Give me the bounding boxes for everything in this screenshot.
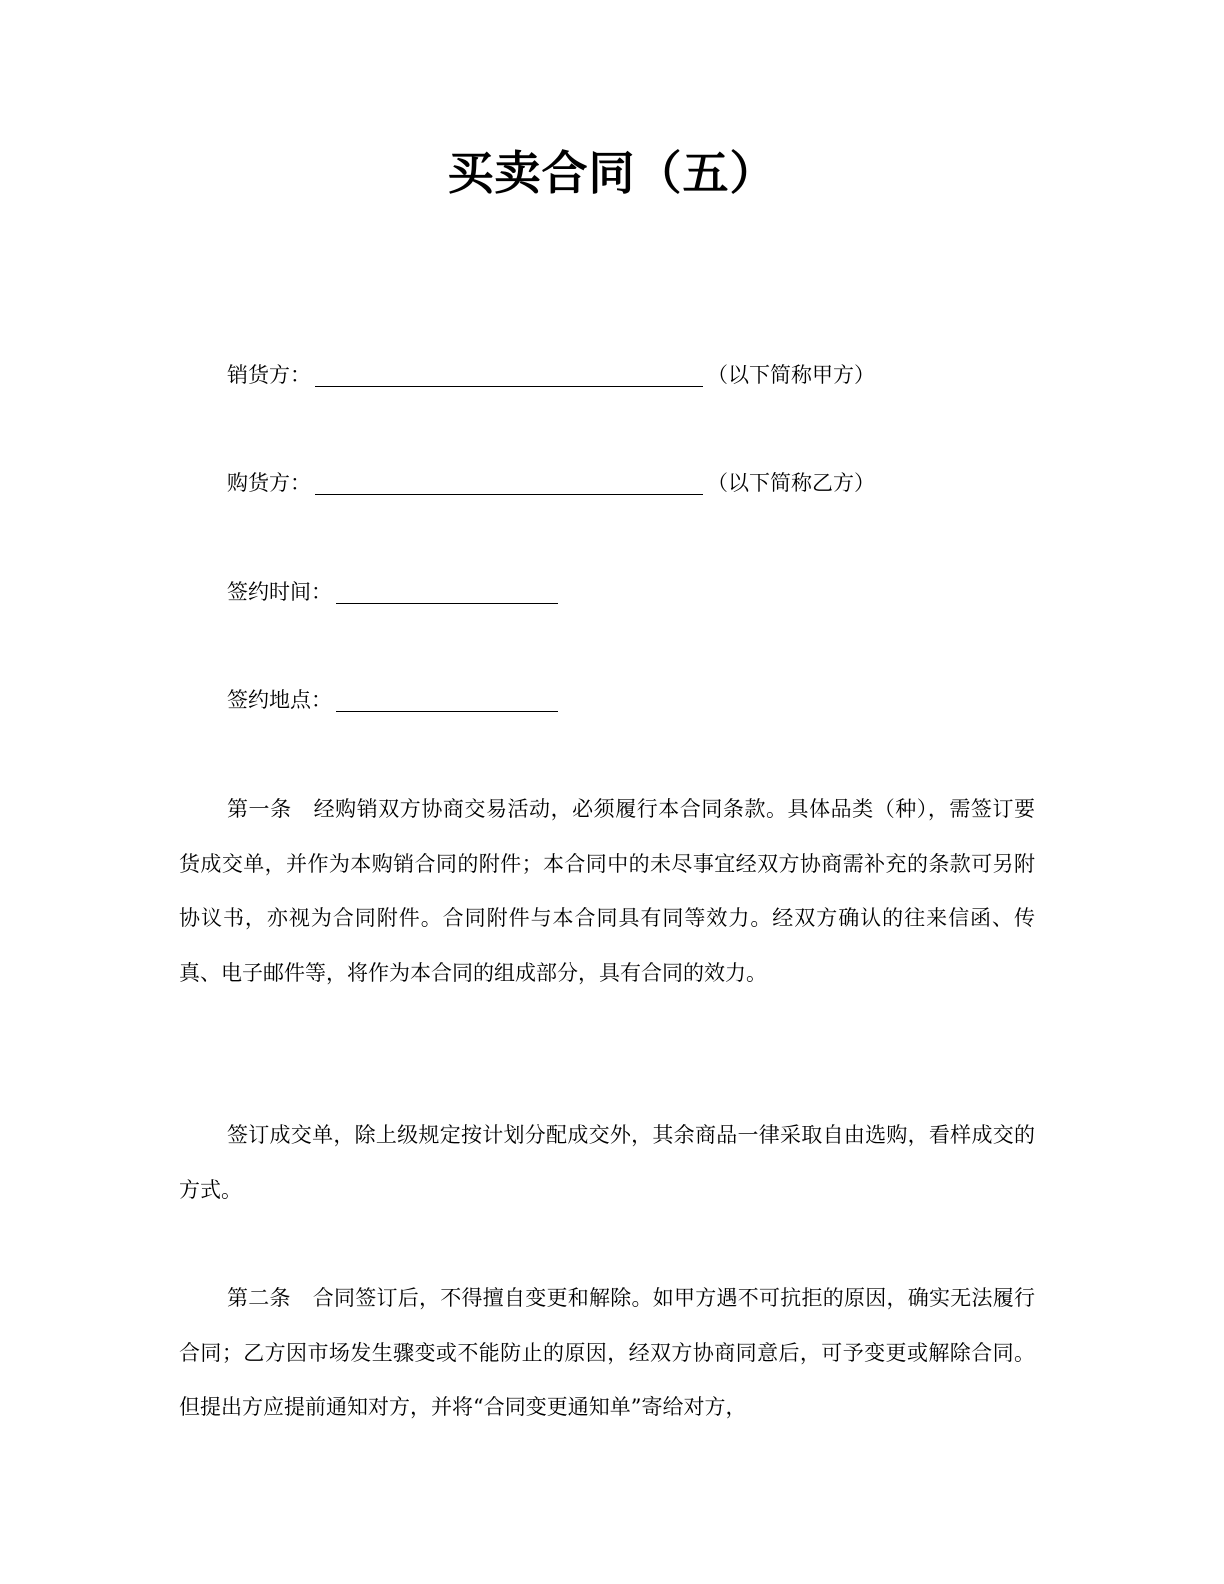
seller-blank-line <box>315 362 703 387</box>
article-2-paragraph <box>179 1271 1035 1435</box>
seller-field <box>227 360 875 390</box>
sign-place-blank-line <box>336 687 558 712</box>
seller-label: 销货方： <box>227 363 311 387</box>
article-1-text: 经购销双方协商交易活动，必须履行本合同条款。具体品类（种），需签订要货成交单，并作为本购销合同的附件；本合同中的未尽事宜经双方协商需补充的条款可另附协议书，亦视为合同附件。合同附件与本合同具有同等效力。经双方确认的往来信函、传真、电子邮件等，将作为本合同的组成部分，具有合同的效力。 <box>179 797 1035 985</box>
buyer-field <box>227 468 875 498</box>
selection-text: 签订成交单，除上级规定按计划分配成交外，其余商品一律采取自由选购，看样成交的方式。 <box>179 1123 1035 1202</box>
seller-note: （以下简称甲方） <box>707 363 875 387</box>
article-2-text: 合同签订后，不得擅自变更和解除。如甲方遇不可抗拒的原因，确实无法履行合同；乙方因市场发生骤变或不能防止的原因，经双方协商同意后，可予变更或解除合同。但提出方应提前通知对方，并将“合同变更通知单”寄给对方， <box>179 1286 1035 1419</box>
document-title: 买卖合同（五） <box>447 146 777 200</box>
sign-time-label: 签约时间： <box>227 580 332 604</box>
article-2-heading: 第二条 <box>227 1286 291 1310</box>
sign-time-field <box>227 577 562 607</box>
selection-paragraph <box>179 1108 1035 1217</box>
buyer-note: （以下简称乙方） <box>707 471 875 495</box>
buyer-blank-line <box>315 470 703 495</box>
sign-time-blank-line <box>336 579 558 604</box>
sign-place-label: 签约地点： <box>227 688 332 712</box>
article-1-heading: 第一条 <box>227 797 292 821</box>
article-1-paragraph <box>179 782 1035 1000</box>
buyer-label: 购货方： <box>227 471 311 495</box>
sign-place-field <box>227 685 562 715</box>
